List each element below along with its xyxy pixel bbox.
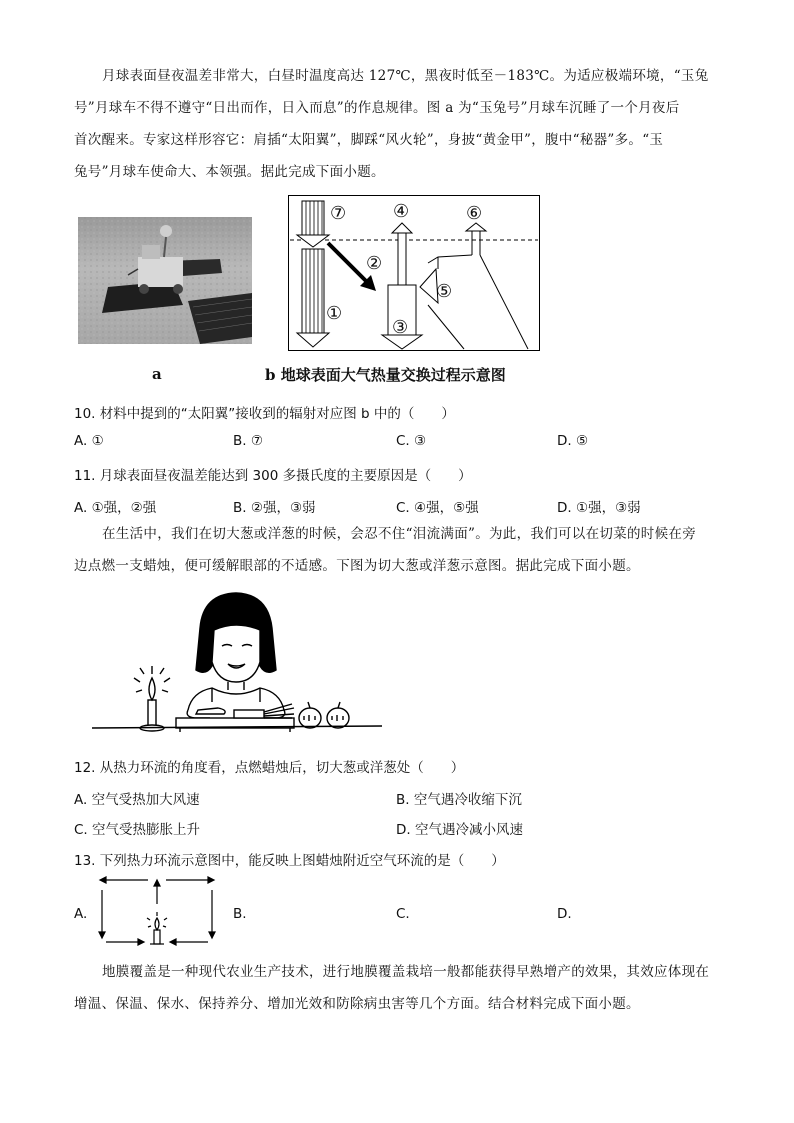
q12-option-a[interactable]: A. 空气受热加大风速	[74, 792, 200, 808]
arrow-1	[297, 249, 329, 347]
q13-option-c[interactable]: C.	[396, 906, 410, 922]
q13-option-a-diagram[interactable]	[96, 874, 218, 950]
q13-option-a[interactable]: A.	[74, 906, 88, 922]
cutting-onion-illustration	[88, 590, 388, 740]
q10-option-d[interactable]: D. ⑤	[557, 433, 589, 449]
marker-6: ⑥	[466, 203, 483, 224]
intro-paragraph-1	[74, 60, 720, 188]
marker-7: ⑦	[330, 203, 347, 224]
marker-4: ④	[393, 201, 410, 222]
question-13-stem: 13. 下列热力环流示意图中，能反映上图蜡烛附近空气环流的是（ ）	[74, 853, 505, 869]
caption-a: a	[152, 365, 162, 383]
intro3-line-1: 地膜覆盖是一种现代农业生产技术，进行地膜覆盖栽培一般都能获得早熟增产的效果，其效应体现在	[102, 964, 710, 980]
q11-option-a[interactable]: A. ①强，②强	[74, 500, 157, 516]
q12-option-d[interactable]: D. 空气遇冷减小风速	[396, 822, 523, 838]
caption-b: b 地球表面大气热量交换过程示意图	[265, 366, 506, 384]
intro1-line-1: 月球表面昼夜温差非常大，白昼时温度高达 127℃，黑夜时低至－183℃。为适应极端环境，“玉兔	[102, 68, 709, 84]
q11-option-c[interactable]: C. ④强，⑤强	[396, 500, 479, 516]
question-10-stem: 10. 材料中提到的“太阳翼”接收到的辐射对应图 b 中的（ ）	[74, 406, 455, 422]
q10-option-c[interactable]: C. ③	[396, 433, 427, 449]
intro1-line-3: 首次醒来。专家这样形容它：肩插“太阳翼”，脚踩“风火轮”，身披“黄金甲”，腹中“秘器”多。“玉	[74, 132, 664, 148]
q12-option-c[interactable]: C. 空气受热膨胀上升	[74, 822, 201, 838]
intro1-line-2: 号”月球车不得不遵守“日出而作，日入而息”的作息规律。图 a 为“玉兔号”月球车沉睡了一个月夜后	[74, 100, 680, 116]
marker-3: ③	[392, 317, 409, 338]
heat-exchange-diagram	[288, 195, 540, 351]
q11-option-d[interactable]: D. ①强，③弱	[557, 500, 641, 516]
lunar-rover-photo	[78, 217, 252, 344]
q13-option-b[interactable]: B.	[233, 906, 247, 922]
intro2-line-1: 在生活中，我们在切大葱或洋葱的时候，会忍不住“泪流满面”。为此，我们可以在切菜的时候在旁	[102, 526, 697, 542]
q13-option-d[interactable]: D.	[557, 906, 572, 922]
q12-option-b[interactable]: B. 空气遇冷收缩下沉	[396, 792, 522, 808]
q11-option-b[interactable]: B. ②强，③弱	[233, 500, 316, 516]
intro-paragraph-3	[74, 956, 720, 1020]
intro-paragraph-2	[74, 518, 720, 582]
marker-2: ②	[366, 253, 383, 274]
q10-option-b[interactable]: B. ⑦	[233, 433, 263, 449]
question-11-stem: 11. 月球表面昼夜温差能达到 300 多摄氏度的主要原因是（ ）	[74, 468, 472, 484]
intro2-line-2: 边点燃一支蜡烛，便可缓解眼部的不适感。下图为切大葱或洋葱示意图。据此完成下面小题。	[74, 558, 640, 574]
marker-1: ①	[326, 303, 343, 324]
intro1-line-4: 兔号”月球车使命大、本领强。据此完成下面小题。	[74, 164, 385, 180]
q10-option-a[interactable]: A. ①	[74, 433, 104, 449]
intro3-line-2: 增温、保温、保水、保持养分、增加光效和防除病虫害等几个方面。结合材料完成下面小题。	[74, 996, 640, 1012]
question-12-stem: 12. 从热力环流的角度看，点燃蜡烛后，切大葱或洋葱处（ ）	[74, 760, 465, 776]
marker-5: ⑤	[436, 281, 453, 302]
